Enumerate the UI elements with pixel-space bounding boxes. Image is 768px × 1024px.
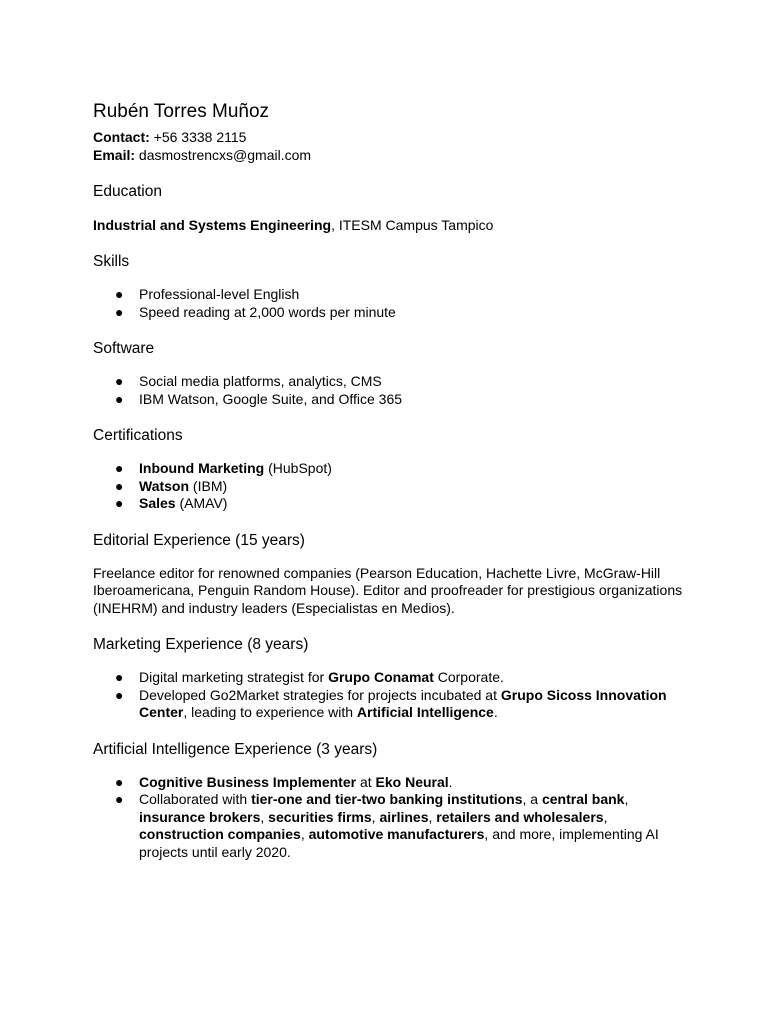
list-item xyxy=(93,791,693,861)
text-run: Developed Go2Market strategies for projects incubated at xyxy=(139,686,501,703)
text-run: , xyxy=(260,808,269,825)
client-type: tier-one and tier-two banking institutions xyxy=(251,791,523,807)
client-type: construction companies xyxy=(139,826,301,842)
software-list xyxy=(93,373,693,408)
company-name: Eko Neural xyxy=(375,773,449,790)
certifications-heading: Certifications xyxy=(93,427,183,444)
company-name: Grupo Conamat xyxy=(328,669,434,685)
bullet-icon: ● xyxy=(115,669,124,685)
text-run: , xyxy=(624,791,629,807)
cert-name: Inbound Marketing xyxy=(139,460,265,476)
ai-heading: Artificial Intelligence Experience (3 years) xyxy=(93,740,378,758)
resume-content xyxy=(93,100,693,861)
text-run: , a xyxy=(522,791,542,807)
ai-section xyxy=(93,740,693,862)
contact-label: Contact: xyxy=(93,129,150,145)
list-item xyxy=(93,460,693,478)
text-run: , xyxy=(371,808,380,825)
skill-text: Speed reading at 2,000 words per minute xyxy=(139,303,396,320)
bullet-icon: ● xyxy=(115,773,124,790)
bullet-icon: ● xyxy=(115,477,124,494)
editorial-heading: Editorial Experience (15 years) xyxy=(93,531,305,549)
skills-heading: Skills xyxy=(93,253,130,270)
bullet-icon: ● xyxy=(115,495,124,511)
field-name: Artificial Intelligence xyxy=(356,704,494,720)
degree: Industrial and Systems Engineering xyxy=(93,217,332,233)
editorial-paragraph: Freelance editor for renowned companies (Pearson Education, Hachette Livre, McGraw-Hill Iberoamericana, Penguin Random House). Editor and proofreader for prestigious organizations (INEHRM) and industry leaders (Especialistas en Medios). xyxy=(93,564,683,616)
education-heading: Education xyxy=(93,183,162,200)
role-name: Cognitive Business Implementer xyxy=(139,773,357,790)
list-item xyxy=(93,373,693,391)
email-value: dasmostrencxs@gmail.com xyxy=(135,147,312,163)
contact-line xyxy=(93,128,693,146)
bullet-icon: ● xyxy=(115,373,124,389)
software-heading: Software xyxy=(93,340,155,357)
education-entry xyxy=(93,216,693,234)
text-run: Collaborated with xyxy=(139,791,252,807)
marketing-heading: Marketing Experience (8 years) xyxy=(93,636,309,653)
software-text: IBM Watson, Google Suite, and Office 365 xyxy=(139,390,403,407)
editorial-section xyxy=(93,531,693,618)
text-run: Digital marketing strategist for xyxy=(139,669,329,685)
bullet-icon: ● xyxy=(115,286,124,302)
text-run: , and more, implementing AI projects until early 2020. xyxy=(139,826,659,860)
cert-issuer: (HubSpot) xyxy=(264,460,332,476)
contact-value: +56 3338 2115 xyxy=(149,129,247,145)
skills-section xyxy=(93,252,693,321)
client-type: automotive manufacturers xyxy=(308,826,485,842)
list-item xyxy=(93,478,693,496)
list-item xyxy=(93,286,693,304)
certifications-list xyxy=(93,460,693,513)
resume-name: Rubén Torres Muñoz xyxy=(93,101,270,122)
list-item xyxy=(93,687,693,722)
software-text: Social media platforms, analytics, CMS xyxy=(139,373,382,389)
bullet-icon: ● xyxy=(115,460,124,476)
marketing-section xyxy=(93,635,693,722)
list-item xyxy=(93,669,693,687)
skills-list xyxy=(93,286,693,321)
email-label: Email: xyxy=(93,147,136,163)
cert-name: Watson xyxy=(139,477,190,494)
certifications-section xyxy=(93,426,693,513)
bullet-icon: ● xyxy=(115,390,124,407)
bullet-icon: ● xyxy=(115,791,124,807)
education-section xyxy=(93,182,693,234)
ai-list xyxy=(93,774,693,862)
text-run: at xyxy=(356,773,376,790)
text-run: , xyxy=(603,808,608,825)
text-run: , xyxy=(300,826,309,842)
cert-name: Sales xyxy=(139,495,176,511)
bullet-icon: ● xyxy=(115,303,124,320)
client-type: central bank xyxy=(541,791,625,807)
list-item xyxy=(93,774,693,792)
list-item xyxy=(93,495,693,513)
cert-issuer: (AMAV) xyxy=(175,495,228,511)
skill-text: Professional-level English xyxy=(139,286,300,302)
software-section xyxy=(93,339,693,408)
text-run: . xyxy=(448,773,453,790)
cert-issuer: (IBM) xyxy=(189,477,228,494)
text-run: , leading to experience with xyxy=(183,704,357,720)
client-type: insurance brokers xyxy=(139,808,261,825)
marketing-list xyxy=(93,669,693,722)
school: , ITESM Campus Tampico xyxy=(331,217,494,233)
list-item xyxy=(93,304,693,322)
text-run: , xyxy=(428,808,437,825)
list-item xyxy=(93,391,693,409)
text-run: Corporate. xyxy=(433,669,504,685)
text-run: . xyxy=(493,704,498,720)
client-type: retailers and wholesalers xyxy=(436,808,604,825)
client-type: airlines xyxy=(379,808,429,825)
client-type: securities firms xyxy=(268,808,372,825)
bullet-icon: ● xyxy=(115,686,124,703)
company-name: Grupo Sicoss Innovation Center xyxy=(139,686,667,720)
email-line xyxy=(93,146,693,164)
